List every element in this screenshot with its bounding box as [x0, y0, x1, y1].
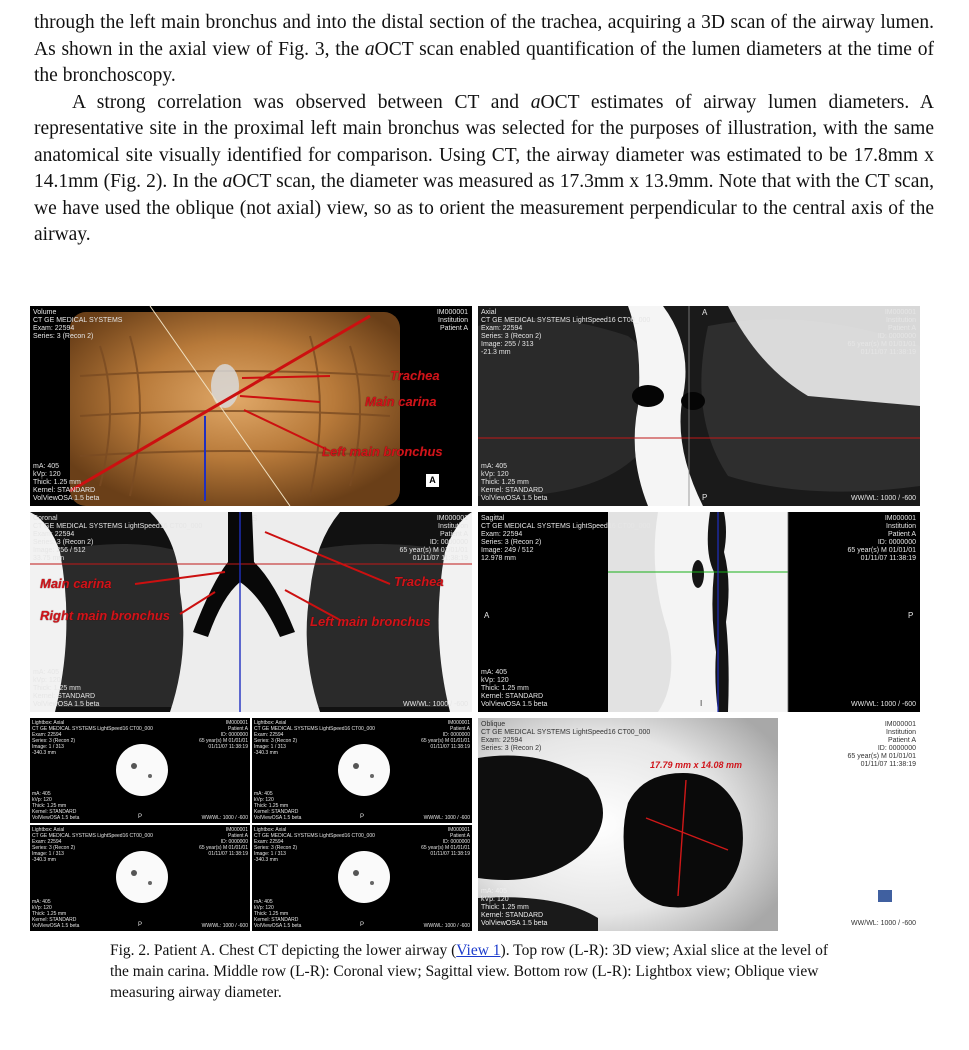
panel-lightbox-view	[30, 718, 472, 931]
orientation-marker-anterior: A	[702, 308, 708, 317]
overlay-top-left: Volume CT GE MEDICAL SYSTEMS Exam: 22594 Series: 3 (Recon 2)	[33, 309, 123, 340]
cell-overlay-bl: mA: 405 kVp: 120 Thick: 1.25 mm Kernel: STANDARD VolViewOSA 1.5 beta	[254, 899, 302, 929]
cell-overlay-tl: Lightbox: Axial CT GE MEDICAL SYSTEMS LightSpeed16 CT00_000 Exam: 22594 Series: 3 (Recon 2) Image: 1 / 313 -340.3 mm	[254, 720, 375, 756]
caption-text-start: Fig. 2. Patient A. Chest CT depicting the lower airway (	[110, 942, 457, 959]
cell-overlay-tr: IM000001 Patient A ID: 0000000 65 year(s) M 01/01/01 01/11/07 11:38:19	[199, 720, 248, 750]
lightbox-cell	[252, 718, 472, 823]
cell-overlay-br: WW/WL: 1000 / -600	[423, 815, 470, 821]
italic-prefix: a	[530, 91, 541, 113]
label-left-main-bronchus: Left main bronchus	[322, 444, 443, 459]
overlay-bottom-left: mA: 405 kVp: 120 Thick: 1.25 mm Kernel: STANDARD VolViewOSA 1.5 beta	[33, 669, 100, 708]
overlay-bottom-right: WW/WL: 1000 / -600	[403, 701, 468, 708]
label-trachea: Trachea	[390, 368, 440, 383]
lightbox-cell	[30, 718, 250, 823]
overlay-top-left: Sagittal CT GE MEDICAL SYSTEMS LightSpeed16 CT00_000 Exam: 22594 Series: 3 (Recon 2) Image: 249 / 512 12.978 mm	[481, 515, 651, 562]
overlay-bottom-right: WW/WL: 1000 / -600	[851, 701, 916, 708]
cell-marker-p: P	[138, 814, 143, 820]
cell-overlay-bl: mA: 405 kVp: 120 Thick: 1.25 mm Kernel: STANDARD VolViewOSA 1.5 beta	[32, 791, 80, 821]
overlay-top-right: IM000001 Institution Patient A ID: 0000000 65 year(s) M 01/01/01 01/11/07 11:38:19	[847, 515, 916, 562]
italic-prefix: a	[222, 171, 233, 192]
text-run: OCT estimates of airway lumen diameters. A representative site in the proximal left main bronchus was selected for the purposes of illustration, with the same anatomical site visually identified for comparison. Using CT, the airway diameter was estimated to be 17.8mm x 14.1mm (Fig. 2). In the	[34, 91, 934, 192]
cell-overlay-tr: IM000001 Patient A ID: 0000000 65 year(s) M 01/01/01 01/11/07 11:38:19	[421, 720, 470, 750]
overlay-top-right: IM000001 Institution Patient A ID: 0000000 65 year(s) M 01/01/01 01/11/07 11:38:19	[847, 309, 916, 356]
cell-overlay-br: WW/WL: 1000 / -600	[201, 923, 248, 929]
orientation-marker-posterior: P	[908, 611, 914, 620]
cell-overlay-tl: Lightbox: Axial CT GE MEDICAL SYSTEMS LightSpeed16 CT00_000 Exam: 22594 Series: 3 (Recon 2) Image: 1 / 313 -340.3 mm	[32, 827, 153, 863]
lightbox-cell	[30, 825, 250, 931]
orientation-marker-anterior: A	[484, 611, 490, 620]
text-run: A strong correlation was observed between CT and	[72, 91, 531, 113]
view-link[interactable]: View 1	[456, 942, 501, 959]
view-marker-a: A	[426, 474, 439, 487]
overlay-top-left: Axial CT GE MEDICAL SYSTEMS LightSpeed16 CT00_000 Exam: 22594 Series: 3 (Recon 2) Image: 255 / 313 -21.3 mm	[481, 309, 651, 356]
label-trachea: Trachea	[394, 574, 444, 589]
cell-overlay-tr: IM000001 Patient A ID: 0000000 65 year(s) M 01/01/01 01/11/07 11:38:19	[421, 827, 470, 857]
panel-oblique-view	[478, 718, 920, 931]
orientation-marker-inferior: I	[700, 699, 703, 708]
overlay-bottom-right: WW/WL: 1000 / -600	[851, 495, 916, 502]
overlay-top-left: Oblique CT GE MEDICAL SYSTEMS LightSpeed16 CT00_000 Exam: 22594 Series: 3 (Recon 2)	[481, 721, 651, 752]
cell-marker-p: P	[360, 814, 365, 820]
cell-overlay-tl: Lightbox: Axial CT GE MEDICAL SYSTEMS LightSpeed16 CT00_000 Exam: 22594 Series: 3 (Recon 2) Image: 1 / 313 -340.3 mm	[254, 827, 375, 863]
panel-sagittal-view	[478, 512, 920, 712]
panel-coronal-view	[30, 512, 472, 712]
orientation-marker-superior: S	[252, 514, 258, 523]
measurement-label: 17.79 mm x 14.08 mm	[650, 760, 743, 770]
paragraph	[34, 10, 934, 90]
lightbox-cell	[252, 825, 472, 931]
cell-overlay-br: WW/WL: 1000 / -600	[423, 923, 470, 929]
text-run: OCT scan, the diameter was measured as 17.3mm x 13.9mm. Note that with the CT scan, we have used the oblique (not axial) view, so as to orient the measurement perpendicular to the central axis of the airway.	[34, 171, 934, 245]
text-run: OCT scan enabled quantification of the lumen diameters at the time of the bronchoscopy.	[34, 38, 934, 86]
label-right-main-bronchus: Right main bronchus	[40, 608, 170, 623]
caption-text-end: ). Top row (L-R): 3D view; Axial slice at the level of the main carina. Middle row (L-R): Coronal view; Sagittal view. Bottom row (L-R): Lightbox view; Oblique view measuring airway diameter.	[110, 942, 829, 1001]
paragraph	[34, 90, 934, 249]
overlay-top-right: IM000001 Institution Patient A ID: 0000000 65 year(s) M 01/01/01 01/11/07 11:38:19	[847, 721, 916, 768]
cell-overlay-bl: mA: 405 kVp: 120 Thick: 1.25 mm Kernel: STANDARD VolViewOSA 1.5 beta	[32, 899, 80, 929]
figure-2	[30, 306, 937, 931]
text-run: through the left main bronchus and into the distal section of the trachea, acquiring a 3D scan of the airway lumen. As shown in the axial view of Fig. 3, the	[34, 12, 934, 60]
cell-marker-p: P	[138, 922, 143, 928]
cell-overlay-tl: Lightbox: Axial CT GE MEDICAL SYSTEMS LightSpeed16 CT00_000 Exam: 22594 Series: 3 (Recon 2) Image: 1 / 313 -340.3 mm	[32, 720, 153, 756]
overlay-top-left: Coronal CT GE MEDICAL SYSTEMS LightSpeed16 CT00_000 Exam: 22594 Series: 3 (Recon 2) Image: 256 / 512 33.75 mm	[33, 515, 203, 562]
italic-prefix: a	[364, 38, 375, 60]
overlay-bottom-left: mA: 405 kVp: 120 Thick: 1.25 mm Kernel: STANDARD VolViewOSA 1.5 beta	[481, 669, 548, 708]
label-main-carina: Main carina	[365, 394, 437, 409]
label-left-main-bronchus: Left main bronchus	[310, 614, 431, 629]
panel-3d-view	[30, 306, 472, 506]
overlay-top-right: IM000001 Institution Patient A ID: 0000000 65 year(s) M 01/01/01 01/11/07 11:38:19	[399, 515, 468, 562]
cell-overlay-br: WW/WL: 1000 / -600	[201, 815, 248, 821]
cell-overlay-bl: mA: 405 kVp: 120 Thick: 1.25 mm Kernel: STANDARD VolViewOSA 1.5 beta	[254, 791, 302, 821]
body-text	[34, 10, 934, 249]
cell-overlay-tr: IM000001 Patient A ID: 0000000 65 year(s) M 01/01/01 01/11/07 11:38:19	[199, 827, 248, 857]
cell-marker-p: P	[360, 922, 365, 928]
overlay-top-right: IM000001 Institution Patient A	[436, 309, 468, 332]
orientation-marker-posterior: P	[702, 493, 708, 502]
overlay-bottom-left: mA: 405 kVp: 120 Thick: 1.25 mm Kernel: STANDARD VolViewOSA 1.5 beta	[33, 463, 100, 502]
panel-axial-view	[478, 306, 920, 506]
overlay-bottom-left: mA: 405 kVp: 120 Thick: 1.25 mm Kernel: STANDARD VolViewOSA 1.5 beta	[481, 463, 548, 502]
figure-caption	[110, 940, 830, 1003]
overlay-bottom-left: mA: 405 kVp: 120 Thick: 1.25 mm Kernel: STANDARD VolViewOSA 1.5 beta	[481, 888, 548, 927]
label-main-carina: Main carina	[40, 576, 112, 591]
overlay-bottom-right: WW/WL: 1000 / -600	[851, 920, 916, 927]
